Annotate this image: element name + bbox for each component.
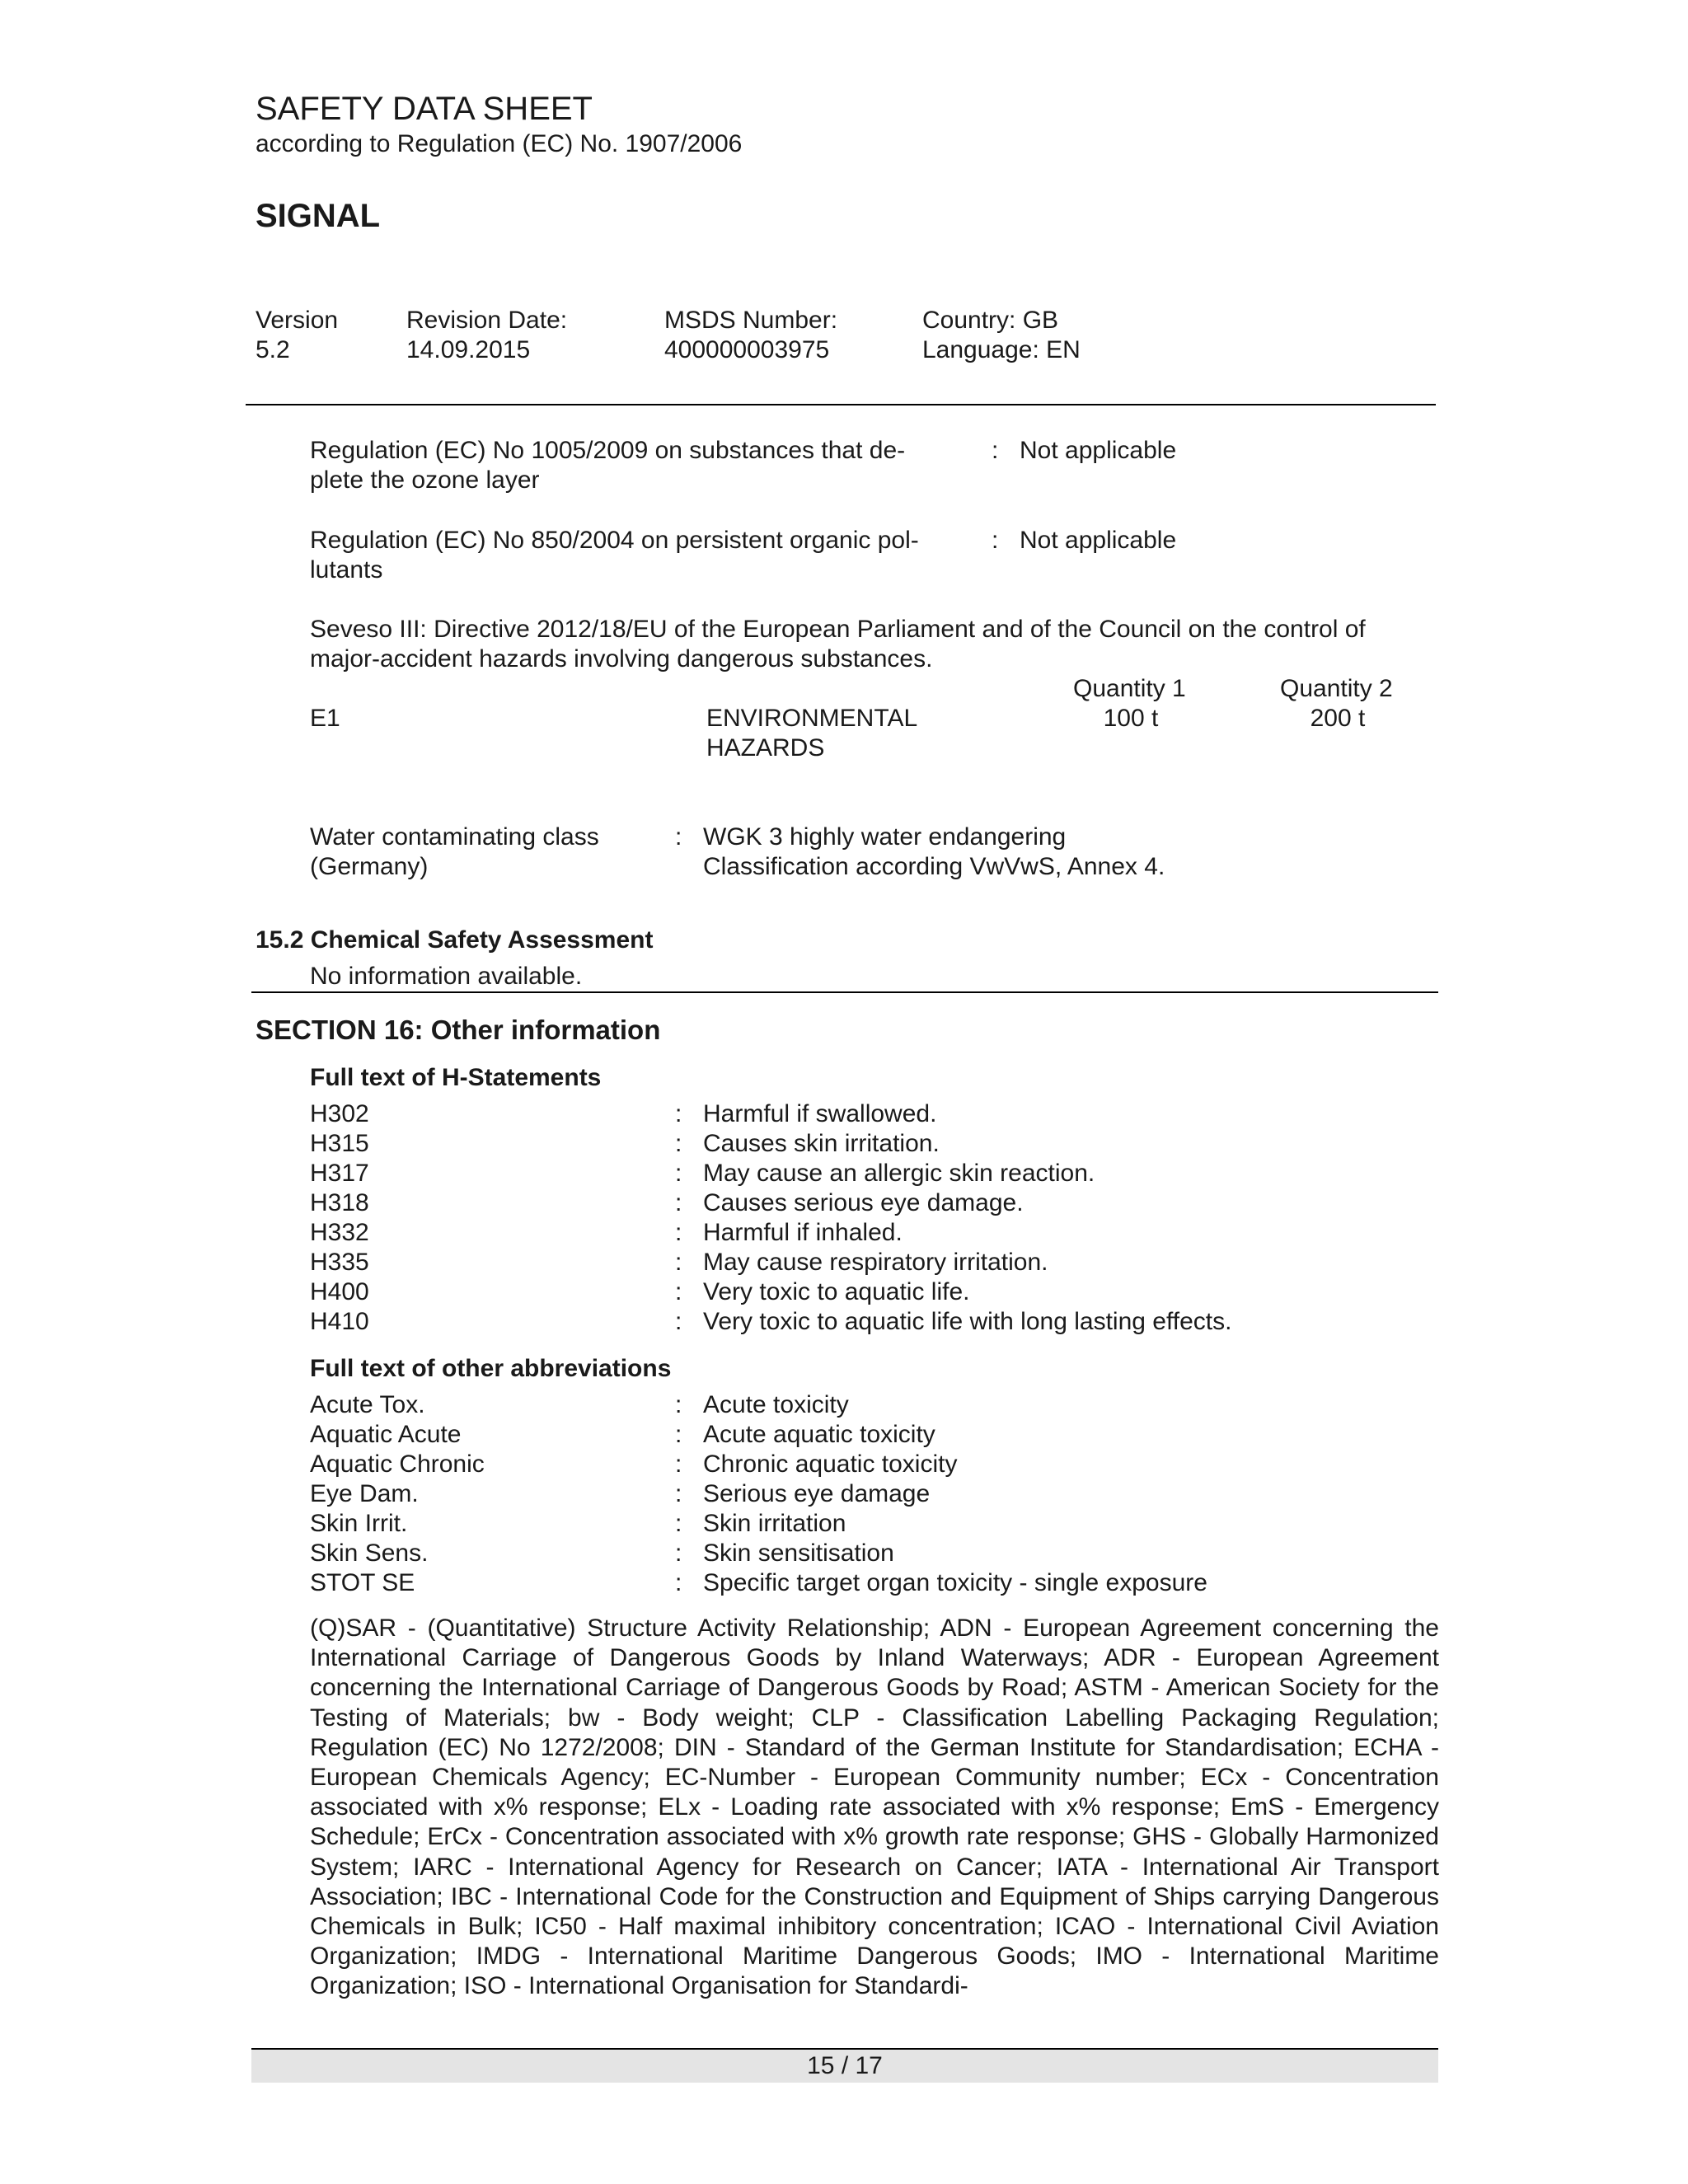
seveso-quantity1-header: Quantity 1 bbox=[1073, 675, 1186, 702]
abbreviation-row-code: Aquatic Chronic bbox=[310, 1451, 485, 1478]
abbreviations-paragraph: (Q)SAR - (Quantitative) Structure Activity Relationship; ADN - European Agreement concerning the International Carriage of Dangerous Goods by Inland Waterways; ADR - European Agreement concerning the International Carriage of Dangerous Goods by Road; ASTM - American Society for the Testing of Materials; bw - Body weight; CLP - Classification Labelling Packaging Regulation; Regulation (EC) No 1272/2008; DIN - Standard of the German Institute for Standardisation; ECHA - European Chemicals Agency; EC-Number - European Community number; ECx - Concentration associated with x% response; ELx - Loading rate associated with x% response; EmS - Emergency Schedule; ErCx - Concentration associated with x% growth rate response; GHS - Globally Harmonized System; IARC - International Agency for Research on Cancer; IATA - International Air Transport Association; IBC - International Code for the Construction and Equipment of Ships carrying Dangerous Chemicals in Bulk; IC50 - Half maximal inhibitory concentration; ICAO - International Civil Aviation Organization; IMDG - International Maritime Dangerous Goods; IMO - International Maritime Organization; ISO - International Organisation for Standardi- bbox=[310, 1615, 1439, 2000]
section-15-2-text: No information available. bbox=[310, 963, 583, 990]
h-statement-row-text: May cause respiratory irritation. bbox=[703, 1249, 1048, 1276]
abbreviation-row-text: Acute toxicity bbox=[703, 1391, 849, 1418]
abbreviation-row bbox=[310, 1420, 1439, 1450]
h-statement-row-separator: : bbox=[675, 1130, 682, 1157]
abbreviation-row-code: Eye Dam. bbox=[310, 1480, 419, 1507]
language-label: Language: EN bbox=[922, 336, 1081, 363]
h-statement-row-code: H335 bbox=[310, 1249, 369, 1276]
h-statement-row-code: H302 bbox=[310, 1100, 369, 1127]
abbreviation-row-text: Acute aquatic toxicity bbox=[703, 1421, 935, 1448]
h-statement-row-text: Causes skin irritation. bbox=[703, 1130, 940, 1157]
pop-regulation-line2: lutants bbox=[310, 556, 383, 583]
abbreviation-row-separator: : bbox=[675, 1421, 682, 1448]
ozone-regulation-value: Not applicable bbox=[1020, 437, 1177, 464]
page-number: 15 / 17 bbox=[807, 2052, 883, 2079]
h-statement-row bbox=[310, 1248, 1439, 1277]
abbreviation-row-text: Skin irritation bbox=[703, 1510, 846, 1537]
h-statements-heading: Full text of H-Statements bbox=[310, 1064, 602, 1091]
h-statement-row-separator: : bbox=[675, 1189, 682, 1216]
abbreviation-row-text: Skin sensitisation bbox=[703, 1540, 894, 1567]
abbreviation-row bbox=[310, 1390, 1439, 1420]
h-statement-row bbox=[310, 1099, 1439, 1129]
abbreviation-row-separator: : bbox=[675, 1510, 682, 1537]
h-statement-row-text: Harmful if swallowed. bbox=[703, 1100, 937, 1127]
h-statement-row bbox=[310, 1129, 1439, 1159]
section-divider bbox=[251, 991, 1438, 993]
abbreviation-row-text: Chronic aquatic toxicity bbox=[703, 1451, 958, 1478]
h-statement-row-code: H315 bbox=[310, 1130, 369, 1157]
h-statement-row-code: H410 bbox=[310, 1308, 369, 1335]
h-statement-row-separator: : bbox=[675, 1308, 682, 1335]
h-statement-row bbox=[310, 1277, 1439, 1307]
seveso-code: E1 bbox=[310, 705, 340, 732]
abbreviation-row-code: Skin Sens. bbox=[310, 1540, 429, 1567]
version-label: Version bbox=[256, 307, 339, 334]
h-statement-row-separator: : bbox=[675, 1249, 682, 1276]
abbreviation-row-separator: : bbox=[675, 1540, 682, 1567]
abbreviation-row bbox=[310, 1509, 1439, 1539]
h-statement-row bbox=[310, 1188, 1439, 1218]
h-statement-row-text: Very toxic to aquatic life. bbox=[703, 1278, 970, 1305]
version-value: 5.2 bbox=[256, 336, 290, 363]
abbreviation-row bbox=[310, 1568, 1439, 1598]
abbreviation-row-separator: : bbox=[675, 1569, 682, 1596]
h-statement-row-text: May cause an allergic skin reaction. bbox=[703, 1160, 1095, 1187]
seveso-line2: major-accident hazards involving dangerous substances. bbox=[310, 645, 933, 673]
abbreviation-row bbox=[310, 1450, 1439, 1479]
abbreviation-row-code: Skin Irrit. bbox=[310, 1510, 408, 1537]
h-statement-row-text: Harmful if inhaled. bbox=[703, 1219, 903, 1246]
h-statement-row-separator: : bbox=[675, 1100, 682, 1127]
h-statement-row-text: Very toxic to aquatic life with long lasting effects. bbox=[703, 1308, 1232, 1335]
abbreviation-row bbox=[310, 1479, 1439, 1509]
seveso-line1: Seveso III: Directive 2012/18/EU of the European Parliament and of the Council on the control of bbox=[310, 616, 1366, 643]
h-statement-row bbox=[310, 1159, 1439, 1188]
wgk-value-line2: Classification according VwVwS, Annex 4. bbox=[703, 853, 1165, 880]
document-subtitle: according to Regulation (EC) No. 1907/2006 bbox=[256, 130, 743, 157]
pop-regulation-value: Not applicable bbox=[1020, 527, 1177, 554]
seveso-quantity2-header: Quantity 2 bbox=[1280, 675, 1393, 702]
seveso-category-line2: HAZARDS bbox=[706, 734, 825, 762]
revision-date-value: 14.09.2015 bbox=[406, 336, 531, 363]
h-statement-row-separator: : bbox=[675, 1160, 682, 1187]
h-statement-row-code: H318 bbox=[310, 1189, 369, 1216]
seveso-quantity1: 100 t bbox=[1103, 705, 1159, 732]
seveso-quantity2: 200 t bbox=[1310, 705, 1366, 732]
document-title: SAFETY DATA SHEET bbox=[256, 91, 593, 127]
pop-separator: : bbox=[992, 527, 999, 554]
abbreviation-row-separator: : bbox=[675, 1451, 682, 1478]
ozone-separator: : bbox=[992, 437, 999, 464]
abbreviation-row-code: Aquatic Acute bbox=[310, 1421, 462, 1448]
abbreviation-row-separator: : bbox=[675, 1480, 682, 1507]
h-statement-row-separator: : bbox=[675, 1278, 682, 1305]
wgk-label-line1: Water contaminating class bbox=[310, 823, 599, 851]
msds-number-label: MSDS Number: bbox=[664, 307, 838, 334]
country-label: Country: GB bbox=[922, 307, 1059, 334]
wgk-value-line1: WGK 3 highly water endangering bbox=[703, 823, 1067, 851]
section-16-heading: SECTION 16: Other information bbox=[256, 1015, 661, 1045]
abbreviation-row-text: Serious eye damage bbox=[703, 1480, 931, 1507]
h-statement-row bbox=[310, 1307, 1439, 1337]
abbreviation-row-separator: : bbox=[675, 1391, 682, 1418]
abbreviations-heading: Full text of other abbreviations bbox=[310, 1355, 672, 1382]
revision-date-label: Revision Date: bbox=[406, 307, 568, 334]
abbreviation-row-code: STOT SE bbox=[310, 1569, 415, 1596]
section-15-2-heading: 15.2 Chemical Safety Assessment bbox=[256, 926, 654, 954]
ozone-regulation-line1: Regulation (EC) No 1005/2009 on substances that de- bbox=[310, 437, 906, 464]
wgk-separator: : bbox=[675, 823, 682, 851]
h-statement-row-code: H332 bbox=[310, 1219, 369, 1246]
msds-number-value: 400000003975 bbox=[664, 336, 830, 363]
abbreviation-row-text: Specific target organ toxicity - single exposure bbox=[703, 1569, 1207, 1596]
h-statement-row bbox=[310, 1218, 1439, 1248]
h-statement-row-separator: : bbox=[675, 1219, 682, 1246]
ozone-regulation-line2: plete the ozone layer bbox=[310, 466, 540, 494]
header-divider bbox=[246, 404, 1436, 405]
h-statement-row-text: Causes serious eye damage. bbox=[703, 1189, 1024, 1216]
pop-regulation-line1: Regulation (EC) No 850/2004 on persistent organic pol- bbox=[310, 527, 919, 554]
abbreviation-row-code: Acute Tox. bbox=[310, 1391, 425, 1418]
abbreviation-row bbox=[310, 1539, 1439, 1568]
wgk-label-line2: (Germany) bbox=[310, 853, 429, 880]
h-statement-row-code: H317 bbox=[310, 1160, 369, 1187]
h-statement-row-code: H400 bbox=[310, 1278, 369, 1305]
seveso-category-line1: ENVIRONMENTAL bbox=[706, 705, 918, 732]
product-name: SIGNAL bbox=[256, 198, 381, 234]
